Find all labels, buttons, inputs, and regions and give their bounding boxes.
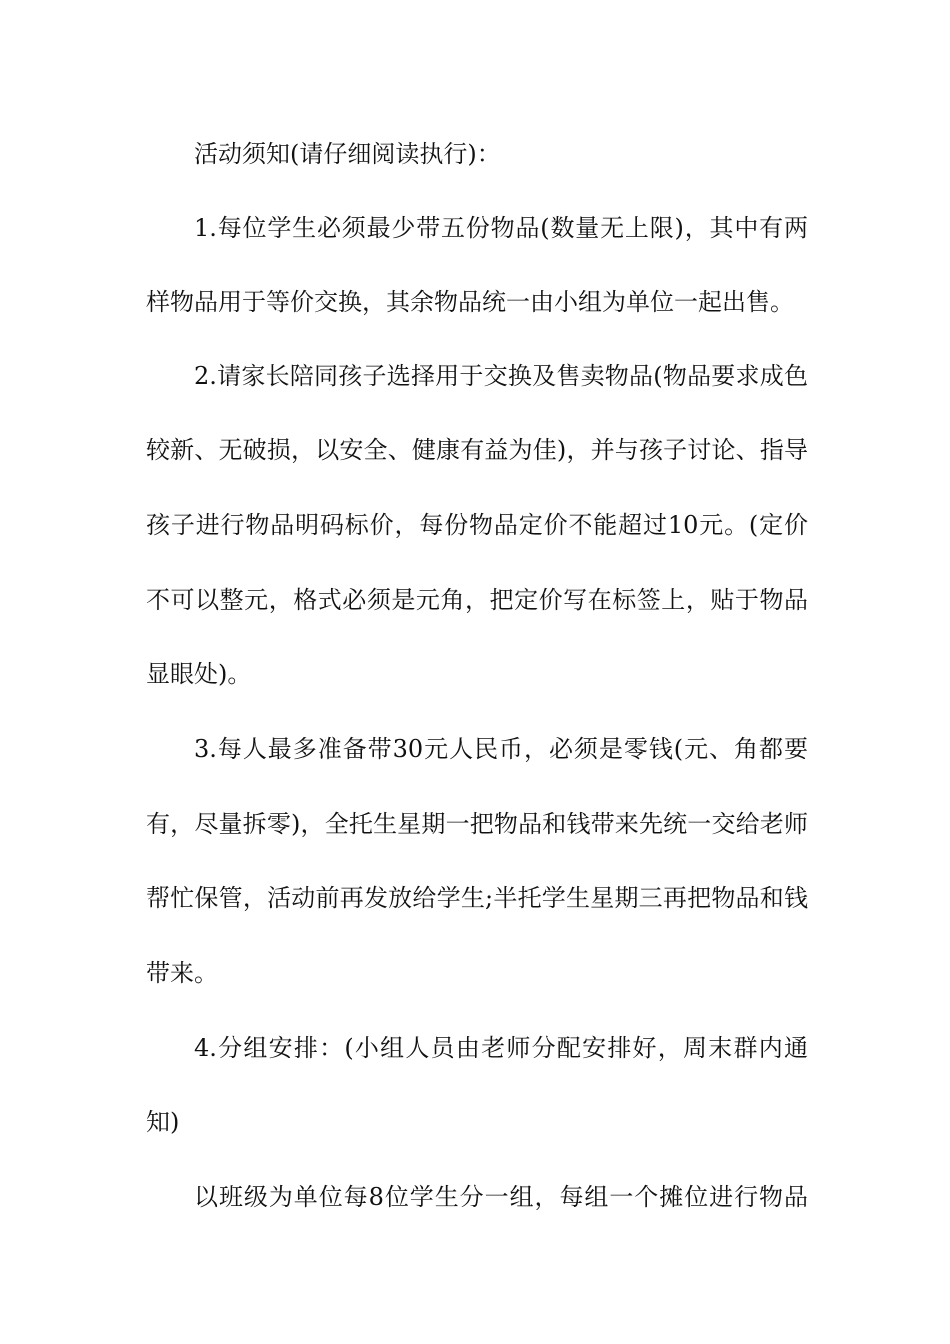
- notice-heading: 活动须知(请仔细阅读执行)：: [194, 140, 501, 168]
- item4-line2: 知): [146, 1108, 180, 1136]
- item2-line3: 孩子进行物品明码标价，每份物品定价不能超过10元。(定价: [146, 511, 808, 539]
- item3-line3: 帮忙保管，活动前再发放给学生;半托学生星期三再把物品和钱: [146, 884, 808, 912]
- item3-line4: 带来。: [146, 959, 218, 987]
- item4-line1: 4.分组安排：(小组人员由老师分配安排好，周末群内通: [194, 1034, 808, 1062]
- item1-line2: 样物品用于等价交换，其余物品统一由小组为单位一起出售。: [146, 288, 794, 316]
- item3-line2: 有，尽量拆零)，全托生星期一把物品和钱带来先统一交给老师: [146, 810, 808, 838]
- item3-line1: 3.每人最多准备带30元人民币，必须是零钱(元、角都要: [194, 735, 808, 763]
- grouping-line1: 以班级为单位每8位学生分一组，每组一个摊位进行物品: [194, 1183, 808, 1211]
- item1-line1: 1.每位学生必须最少带五份物品(数量无上限)，其中有两: [194, 214, 808, 242]
- item2-line1: 2.请家长陪同孩子选择用于交换及售卖物品(物品要求成色: [194, 362, 808, 390]
- item2-line2: 较新、无破损，以安全、健康有益为佳)，并与孩子讨论、指导: [146, 436, 808, 464]
- item2-line4: 不可以整元，格式必须是元角，把定价写在标签上，贴于物品: [146, 586, 808, 614]
- item2-line5: 显眼处)。: [146, 660, 252, 688]
